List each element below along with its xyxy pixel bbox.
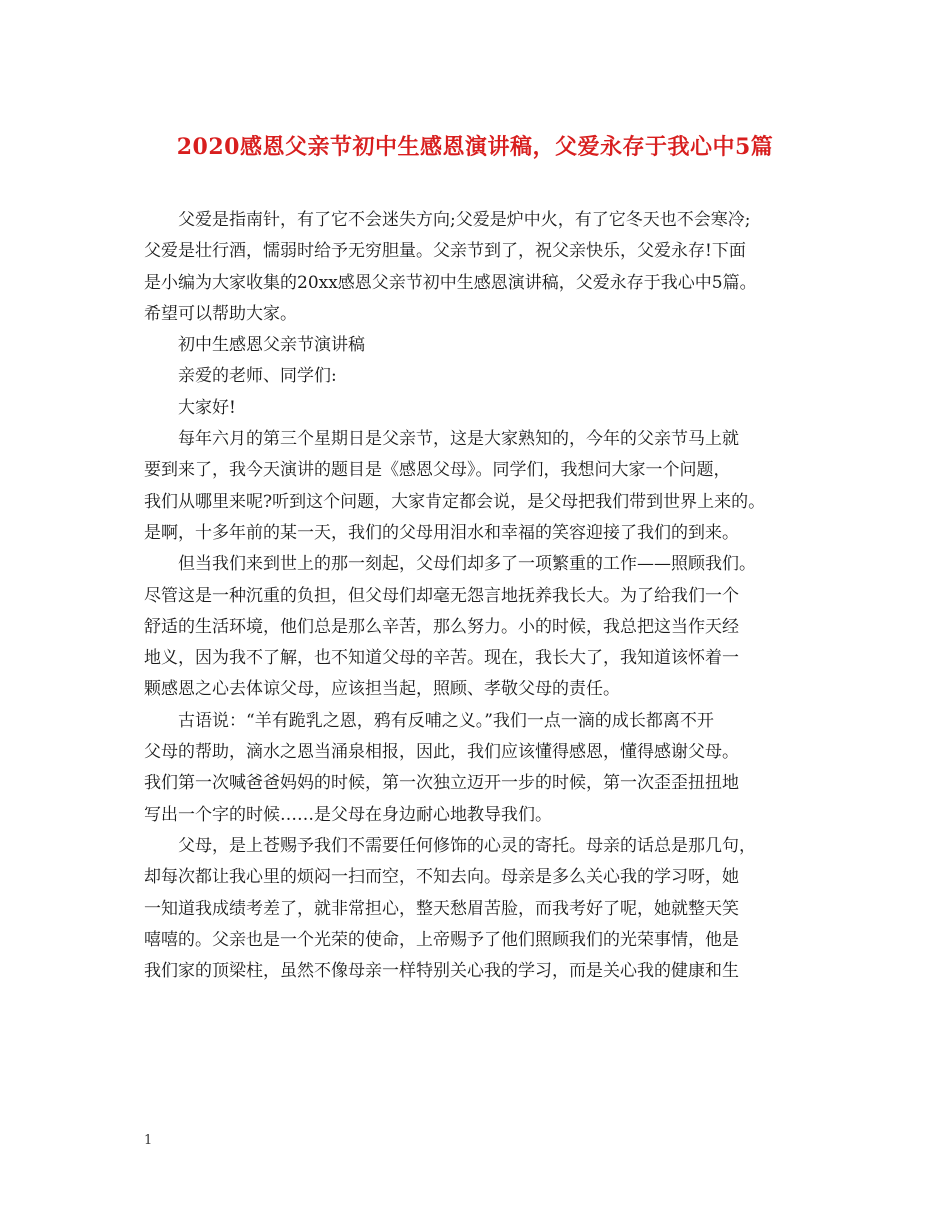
text-line: 尽管这是一种沉重的负担，但父母们却毫无怨言地抚养我长大。为了给我们一个 <box>144 585 739 606</box>
text-line: 父母的帮助，滴水之恩当涌泉相报，因此，我们应该懂得感恩，懂得感谢父母。 <box>144 742 739 763</box>
text-line: 颗感恩之心去体谅父母，应该担当起，照顾、孝敬父母的责任。 <box>144 679 620 700</box>
text-line: 地义，因为我不了解，也不知道父母的辛苦。现在，我长大了，我知道该怀着一 <box>144 648 739 669</box>
text-line: 是啊，十多年前的某一天，我们的父母用泪水和幸福的笑容迎接了我们的到来。 <box>144 522 739 543</box>
text-line: 我们家的顶梁柱，虽然不像母亲一样特别关心我的学习，而是关心我的健康和生 <box>144 961 739 982</box>
text-line: 是小编为大家收集的20xx感恩父亲节初中生感恩演讲稿，父爱永存于我心中5篇。 <box>144 272 757 293</box>
text-line: 嘻嘻的。父亲也是一个光荣的使命，上帝赐予了他们照顾我们的光荣事情，他是 <box>144 929 739 950</box>
text-line: 父母，是上苍赐予我们不需要任何修饰的心灵的寄托。母亲的话总是那几句， <box>178 835 756 856</box>
text-line: 一知道我成绩考差了，就非常担心，整天愁眉苦脸，而我考好了呢，她就整天笑 <box>144 898 739 919</box>
text-line: 写出一个字的时候……是父母在身边耐心地教导我们。 <box>144 804 552 825</box>
text-line: 初中生感恩父亲节演讲稿 <box>178 335 365 356</box>
text-line: 古语说：“羊有跪乳之恩，鸦有反哺之义。”我们一点一滴的成长都离不开 <box>178 710 714 731</box>
text-line: 舒适的生活环境，他们总是那么辛苦，那么努力。小的时候，我总把这当作天经 <box>144 616 739 637</box>
page-number: 1 <box>144 1133 153 1148</box>
text-line: 希望可以帮助大家。 <box>144 303 297 324</box>
text-line: 要到来了，我今天演讲的题目是《感恩父母》。同学们，我想问大家一个问题， <box>144 460 731 481</box>
text-line: 但当我们来到世上的那一刻起，父母们却多了一项繁重的工作——照顾我们。 <box>178 554 756 575</box>
text-line: 父爱是指南针，有了它不会迷失方向;父爱是炉中火，有了它冬天也不会寒冷; <box>178 210 751 230</box>
text-line: 我们从哪里来呢?听到这个问题，大家肯定都会说，是父母把我们带到世界上来的。 <box>144 491 766 512</box>
text-line: 父爱是壮行酒，懦弱时给予无穷胆量。父亲节到了，祝父亲快乐，父爱永存!下面 <box>144 241 746 262</box>
document-title: 2020感恩父亲节初中生感恩演讲稿，父爱永存于我心中5篇 <box>176 134 774 160</box>
text-line: 亲爱的老师、同学们: <box>178 366 337 387</box>
text-line: 大家好! <box>178 397 236 418</box>
text-line: 每年六月的第三个星期日是父亲节，这是大家熟知的，今年的父亲节马上就 <box>178 429 739 450</box>
document-body <box>144 205 816 987</box>
text-line: 却每次都让我心里的烦闷一扫而空，不知去向。母亲是多么关心我的学习呀，她 <box>144 867 739 888</box>
text-line: 我们第一次喊爸爸妈妈的时候，第一次独立迈开一步的时候，第一次歪歪扭扭地 <box>144 773 739 794</box>
